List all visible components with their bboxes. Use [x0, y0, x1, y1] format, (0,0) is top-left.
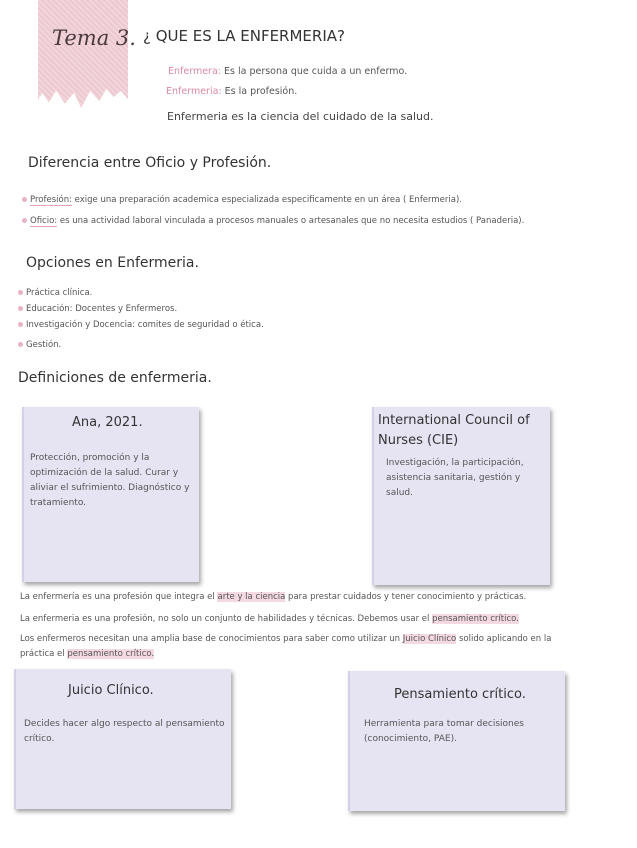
item-text: Gestión. [26, 340, 62, 350]
paragraph-1: La enfermería es una profesión que integra el arte y la ciencia para prestar cuidados y tener conocimiento y prácticas. [20, 592, 527, 602]
highlight: pensamiento crítico. [432, 614, 519, 624]
paragraph-2: La enfermeria es una profesión, no solo un conjunto de habilidades y técnicas. Debemos usar el pensamiento crítico. [20, 614, 519, 624]
bullet-dot [18, 342, 23, 347]
note-title: International Council of Nurses (CIE) [378, 413, 530, 448]
bullet-dot [22, 218, 27, 223]
heading-definiciones: Definiciones de enfermeria. [18, 370, 212, 386]
note-title: Ana, 2021. [72, 415, 143, 430]
note-body: Herramienta para tomar decisiones (conocimiento, PAE). [364, 719, 524, 744]
definition-enfermera [168, 66, 407, 77]
note-body: Decides hacer algo respecto al pensamiento crítico. [24, 719, 225, 744]
sticky-note-ana [22, 407, 199, 582]
definition-term: Enfermera: [168, 66, 221, 77]
list-item [18, 304, 177, 314]
sticky-note-juicio [14, 669, 231, 809]
item-text: es una actividad laboral vinculada a procesos manuales o artesanales que no necesita estudios ( Panaderia). [57, 216, 525, 226]
definition-term: Enfermeria: [166, 86, 222, 97]
bullet-dot [18, 290, 23, 295]
note-body: Protección, promoción y la optimización de la salud. Curar y aliviar el sufrimiento. Diagnóstico y tratamiento. [30, 453, 190, 508]
heading-diferencia: Diferencia entre Oficio y Profesión. [28, 155, 272, 171]
note-title: Juicio Clínico. [68, 683, 154, 698]
definition-text: Es la persona que cuida a un enfermo. [220, 66, 408, 77]
list-item [18, 340, 61, 350]
main-definition: Enfermeria es la ciencia del cuidado de la salud. [167, 110, 434, 123]
list-item [18, 320, 264, 330]
note-body: Investigación, la participación, asistencia sanitaria, gestión y salud. [386, 458, 524, 498]
definition-enfermeria [166, 86, 297, 97]
bullet-dot [22, 197, 27, 202]
item-term: Oficio: [30, 216, 58, 226]
list-item [18, 288, 92, 298]
item-text: Investigación y Docencia: comites de seguridad o ética. [26, 320, 264, 330]
item-text: Práctica clínica. [26, 288, 93, 298]
page-title: ¿ QUE ES LA ENFERMERIA? [143, 27, 345, 45]
heading-opciones: Opciones en Enfermeria. [26, 255, 199, 271]
bullet-dot [18, 306, 23, 311]
sticky-note-pensamiento [348, 671, 565, 811]
list-item [22, 195, 462, 205]
item-text: Educación: Docentes y Enfermeros. [26, 304, 178, 314]
item-term: Profesión: [30, 195, 72, 205]
bullet-dot [18, 322, 23, 327]
title-tag [38, 0, 128, 108]
sticky-note-cie [372, 407, 550, 585]
highlight: arte y la ciencia [217, 592, 286, 602]
definition-text: Es la profesión. [221, 86, 298, 97]
item-text: exige una preparación academica especializada especificamente en un área ( Enfermeria). [71, 195, 462, 205]
highlight: pensamiento crítico. [67, 649, 155, 659]
paragraph-3: Los enfermeros necesitan una amplia base de conocimientos para saber como utilizar un Juicio Clínico solido aplicando en la práctica el pensamiento crítico. [20, 634, 552, 659]
tag-label: Tema 3. [52, 26, 136, 50]
highlight: Juicio Clínico [402, 634, 457, 644]
list-item [22, 216, 524, 226]
note-title: Pensamiento crítico. [394, 687, 526, 702]
